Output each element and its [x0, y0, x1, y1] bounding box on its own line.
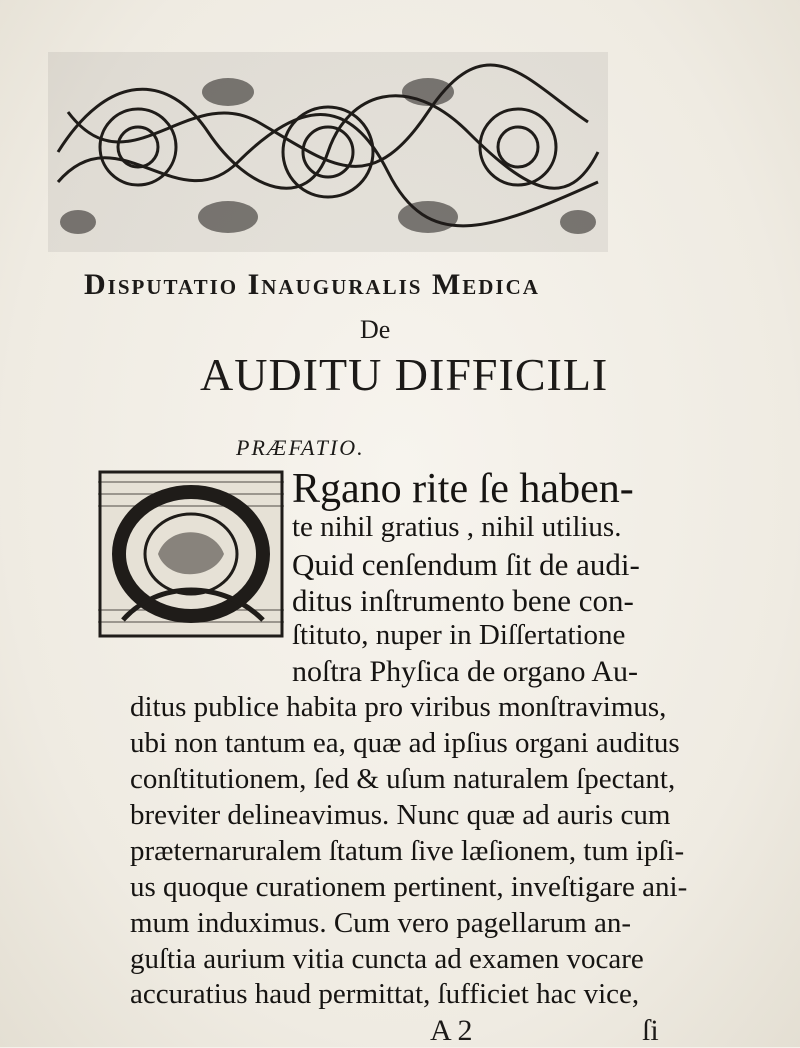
text-line: us quoque curationem pertinent, inveſtigare ani-	[130, 871, 688, 903]
section-heading: PRÆFATIO.	[236, 435, 365, 460]
text-line: ditus inſtrumento bene con-	[292, 583, 634, 618]
text-line: ubi non tantum ea, quæ ad ipſius organi auditus	[130, 727, 680, 759]
text-line: accuratius haud permittat, ſufficiet hac vice,	[130, 978, 640, 1010]
text-line: ditus publice habita pro viribus monſtravimus,	[130, 691, 667, 723]
text-line: ſtituto, nuper in Diſſertatione	[292, 619, 626, 651]
text-line: guſtia aurium vitia cuncta ad examen vocare	[130, 943, 644, 975]
text-line: Rgano rite ſe haben-	[292, 466, 634, 512]
text-line: noſtra Phyſica de organo Au-	[292, 655, 639, 688]
text-line: præternaruralem ſtatum ſive læſionem, tum ipſi-	[130, 835, 685, 867]
text-line: Quid cenſendum ſit de audi-	[292, 547, 640, 582]
text-line: conſtitutionem, ſed & uſum naturalem ſpectant,	[130, 763, 676, 795]
signature-mark: A 2	[430, 1014, 473, 1047]
page-title: AUDITU DIFFICILI	[200, 349, 609, 400]
text-line: mum induximus. Cum vero pagellarum an-	[130, 907, 631, 939]
title-preposition: De	[360, 315, 391, 344]
catchword: ſi	[642, 1014, 659, 1047]
text-line: te nihil gratius , nihil utilius.	[292, 511, 622, 543]
dissertation-heading: Disputatio Inauguralis Medica	[84, 268, 540, 301]
text-line: breviter delineavimus. Nunc quæ ad auris cum	[130, 799, 671, 831]
